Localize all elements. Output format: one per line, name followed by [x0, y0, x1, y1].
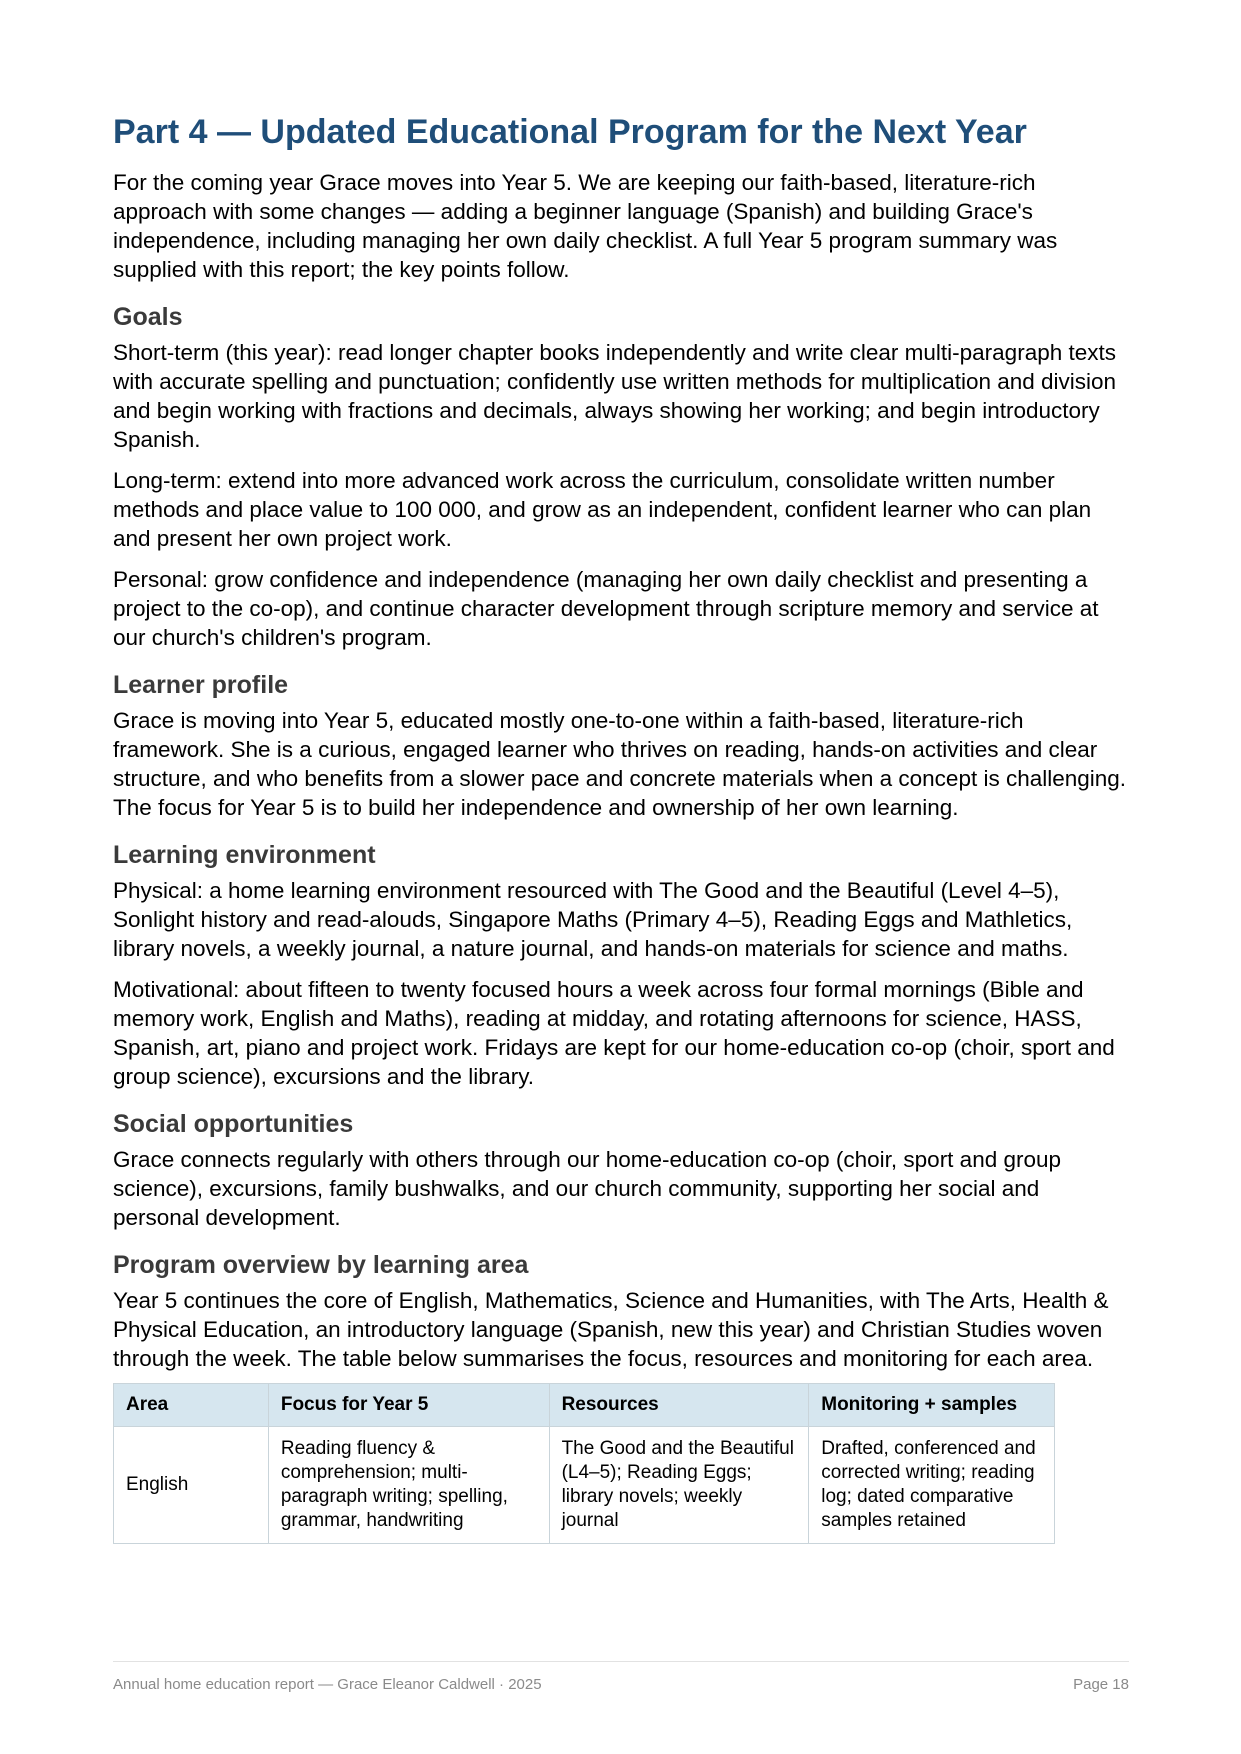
footer-page-number: Page 18 — [1073, 1676, 1129, 1693]
social-opportunities-heading: Social opportunities — [113, 1110, 354, 1139]
footer-report-title: Annual home education report — Grace Eleanor Caldwell · 2025 — [113, 1676, 542, 1693]
header-area: Area — [114, 1384, 269, 1427]
page-title: Part 4 — Updated Educational Program for the Next Year — [113, 113, 1027, 151]
table-row — [114, 1427, 1055, 1544]
goals-long-term: Long-term: extend into more advanced work across the curriculum, consolidate written number methods and place value to 100 000, and grow as an independent, confident learner who can plan and present her own project work. — [113, 468, 1092, 552]
cell-focus: Reading fluency & comprehension; multi-paragraph writing; spelling, grammar, handwriting — [268, 1427, 549, 1544]
cell-resources: The Good and the Beautiful (L4–5); Reading Eggs; library novels; weekly journal — [549, 1427, 809, 1544]
cell-monitoring: Drafted, conferenced and corrected writing; reading log; dated comparative samples retained — [809, 1427, 1055, 1544]
report-page — [113, 110, 1129, 1544]
goals-personal: Personal: grow confidence and independence (managing her own daily checklist and presenting a project to the co-op), and continue character development through scripture memory and service at our church's children's program. — [113, 567, 1099, 651]
goals-heading: Goals — [113, 303, 183, 332]
table-header-row — [114, 1384, 1055, 1427]
goals-short-term: Short-term (this year): read longer chapter books independently and write clear multi-paragraph texts with accurate spelling and punctuation; confidently use written methods for multiplication and division and begin working with fractions and decimals, always showing her working; and begin introductory Spanish. — [113, 340, 1117, 453]
header-resources: Resources — [549, 1384, 809, 1427]
environment-motivational: Motivational: about fifteen to twenty focused hours a week across four formal mornings (Bible and memory work, English and Maths), reading at midday, and rotating afternoons for science, HASS, Spanish, art, piano and project work. Fridays are kept for our home-education co-op (choir, sport and group science), excursions and the library. — [113, 977, 1115, 1090]
environment-physical: Physical: a home learning environment resourced with The Good and the Beautiful (Level 4–5), Sonlight history and read-alouds, Singapore Maths (Primary 4–5), Reading Eggs and Mathletics, library novels, a weekly journal, a nature journal, and hands-on materials for science and maths. — [113, 878, 1073, 962]
program-overview-heading: Program overview by learning area — [113, 1251, 529, 1280]
social-opportunities-text: Grace connects regularly with others through our home-education co-op (choir, sport and group science), excursions, family bushwalks, and our church community, supporting her social and personal development. — [113, 1147, 1062, 1231]
page-footer — [113, 1661, 1129, 1693]
header-focus: Focus for Year 5 — [268, 1384, 549, 1427]
learner-profile-heading: Learner profile — [113, 671, 289, 700]
cell-area: English — [114, 1427, 269, 1544]
learner-profile-text: Grace is moving into Year 5, educated mostly one-to-one within a faith-based, literature-rich framework. She is a curious, engaged learner who thrives on reading, hands-on activities and clear structure, and who benefits from a slower pace and concrete materials when a concept is challenging. The focus for Year 5 is to build her independence and ownership of her own learning. — [113, 708, 1127, 821]
program-overview-text: Year 5 continues the core of English, Mathematics, Science and Humanities, with The Arts, Health & Physical Education, an introductory language (Spanish, new this year) and Christian Studies woven through the week. The table below summarises the focus, resources and monitoring for each area. — [113, 1288, 1109, 1372]
learning-environment-heading: Learning environment — [113, 841, 376, 870]
intro-paragraph: For the coming year Grace moves into Year 5. We are keeping our faith-based, literature-rich approach with some changes — adding a beginner language (Spanish) and building Grace's independence, including managing her own daily checklist. A full Year 5 program summary was supplied with this report; the key points follow. — [113, 170, 1058, 283]
learning-area-table — [113, 1383, 1055, 1544]
header-monitoring: Monitoring + samples — [809, 1384, 1055, 1427]
